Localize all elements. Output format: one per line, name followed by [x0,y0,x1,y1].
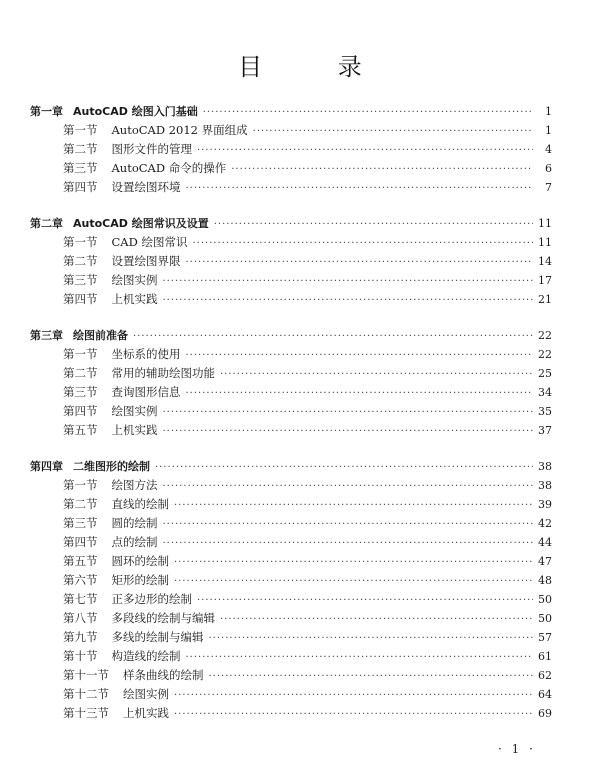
section-entry-page: 21 [538,293,552,306]
section-entry-title: 多段线的绘制与编辑 [111,611,215,625]
section-entry-title: 设置绘图界限 [111,254,181,268]
chapter-block [30,102,552,197]
section-entry-label: 第三节 [63,161,98,175]
section-entry[interactable] [30,402,552,421]
section-entry-page: 69 [538,707,552,720]
section-entry-title: 样条曲线的绘制 [123,668,204,682]
section-entry-label: 第四节 [63,404,98,418]
page-title: 目 录 [238,53,396,81]
section-entry-label: 第四节 [63,180,98,194]
table-of-contents [30,102,552,740]
section-entry-page: 48 [538,574,552,587]
section-entry-page: 62 [538,669,552,682]
leader-dots [163,515,534,534]
section-entry-page: 57 [538,631,552,644]
leader-dots [174,686,533,705]
section-entry[interactable] [30,609,552,628]
section-entry[interactable] [30,571,552,590]
section-entry-label: 第四节 [63,535,98,549]
section-entry-label: 第一节 [63,478,98,492]
section-entry-page: 4 [545,143,552,156]
section-entry[interactable] [30,421,552,440]
leader-dots [186,648,534,667]
section-entry[interactable] [30,495,552,514]
section-entry-title: 绘图实例 [111,404,158,418]
section-entry-label: 第一节 [63,347,98,361]
section-entry-label: 第三节 [63,385,98,399]
leader-dots [163,291,534,310]
leader-dots [203,103,533,122]
section-entry-title: 点的绘制 [111,535,158,549]
section-entry-title: 图形文件的管理 [111,142,192,156]
section-entry[interactable] [30,590,552,609]
leader-dots [231,160,533,179]
leader-dots [220,365,533,384]
section-entry-title: CAD 绘图常识 [111,235,188,249]
leader-dots [186,179,534,198]
leader-dots [209,667,534,686]
section-entry-page: 47 [538,555,552,568]
section-entry-title: 坐标系的使用 [111,347,181,361]
section-entry[interactable] [30,476,552,495]
section-entry-title: 常用的辅助绘图功能 [111,366,215,380]
section-entry-page: 50 [538,612,552,625]
section-entry-page: 6 [545,162,552,175]
section-entry-title: AutoCAD 命令的操作 [111,161,227,175]
leader-dots [163,403,534,422]
section-entry-label: 第一节 [63,123,98,137]
section-entry-page: 39 [538,498,552,511]
leader-dots [163,534,534,553]
chapter-entry[interactable] [30,214,552,233]
section-entry-label: 第二节 [63,254,98,268]
section-entry[interactable] [30,552,552,571]
section-entry-page: 64 [538,688,552,701]
chapter-entry-page: 11 [538,217,552,230]
section-entry-label: 第二节 [63,497,98,511]
leader-dots [174,705,533,724]
chapter-entry-title: 绘图前准备 [73,329,128,342]
section-entry-page: 1 [545,124,552,137]
section-entry[interactable] [30,271,552,290]
section-entry-title: 设置绘图环境 [111,180,181,194]
section-entry[interactable] [30,233,552,252]
section-entry[interactable] [30,383,552,402]
chapter-block [30,457,552,723]
leader-dots [163,422,534,441]
section-entry[interactable] [30,666,552,685]
section-entry-title: 上机实践 [111,292,158,306]
leader-dots [186,384,534,403]
section-entry[interactable] [30,628,552,647]
section-entry[interactable] [30,704,552,723]
section-entry-label: 第十节 [63,649,98,663]
section-entry-title: 绘图方法 [111,478,158,492]
section-entry-page: 38 [538,479,552,492]
leader-dots [186,253,534,272]
section-entry[interactable] [30,345,552,364]
section-entry-page: 7 [545,181,552,194]
leader-dots [133,327,533,346]
section-entry[interactable] [30,685,552,704]
section-entry-page: 14 [538,255,552,268]
section-entry-label: 第六节 [63,573,98,587]
section-entry-label: 第二节 [63,366,98,380]
chapter-entry[interactable] [30,102,552,121]
section-entry[interactable] [30,647,552,666]
section-entry-title: 构造线的绘制 [111,649,181,663]
section-entry-title: 正多边形的绘制 [111,592,192,606]
section-entry-page: 34 [538,386,552,399]
section-entry[interactable] [30,514,552,533]
section-entry-title: 查询图形信息 [111,385,181,399]
section-entry-title: 绘图实例 [111,273,158,287]
chapter-entry[interactable] [30,457,552,476]
section-entry[interactable] [30,533,552,552]
chapter-entry[interactable] [30,326,552,345]
section-entry-label: 第十一节 [63,668,109,682]
chapter-block [30,214,552,309]
section-entry[interactable] [30,252,552,271]
section-entry[interactable] [30,121,552,140]
chapter-entry-title: AutoCAD 绘图入门基础 [73,105,198,118]
section-entry[interactable] [30,140,552,159]
leader-dots [155,458,533,477]
leader-dots [214,215,533,234]
chapter-entry-title: 二维图形的绘制 [73,460,150,473]
chapter-entry-label: 第二章 [30,217,63,230]
chapter-entry-page: 22 [538,329,552,342]
section-entry-page: 25 [538,367,552,380]
section-entry-page: 50 [538,593,552,606]
section-entry-title: AutoCAD 2012 界面组成 [111,123,248,137]
section-entry-page: 22 [538,348,552,361]
section-entry-page: 11 [538,236,552,249]
section-entry-page: 44 [538,536,552,549]
leader-dots [174,572,533,591]
section-entry-label: 第七节 [63,592,98,606]
section-entry-title: 矩形的绘制 [111,573,169,587]
section-entry-title: 圆的绘制 [111,516,158,530]
leader-dots [192,234,533,253]
section-entry-page: 17 [538,274,552,287]
section-entry-label: 第三节 [63,516,98,530]
section-entry-page: 42 [538,517,552,530]
chapter-entry-page: 1 [545,105,552,118]
section-entry-title: 圆环的绘制 [111,554,169,568]
chapter-entry-label: 第四章 [30,460,63,473]
section-entry-label: 第三节 [63,273,98,287]
section-entry-label: 第四节 [63,292,98,306]
section-entry-page: 37 [538,424,552,437]
leader-dots [163,477,534,496]
section-entry[interactable] [30,290,552,309]
leader-dots [163,272,534,291]
leader-dots [253,122,533,141]
section-entry-label: 第二节 [63,142,98,156]
section-entry[interactable] [30,364,552,383]
section-entry-label: 第九节 [63,630,98,644]
section-entry-label: 第十三节 [63,706,109,720]
section-entry-title: 直线的绘制 [111,497,169,511]
chapter-entry-label: 第一章 [30,105,63,118]
leader-dots [209,629,534,648]
section-entry-page: 35 [538,405,552,418]
section-entry-title: 上机实践 [123,706,169,720]
section-entry-title: 上机实践 [111,423,158,437]
section-entry-page: 61 [538,650,552,663]
section-entry-label: 第八节 [63,611,98,625]
section-entry-label: 第五节 [63,554,98,568]
leader-dots [197,591,533,610]
chapter-entry-label: 第三章 [30,329,63,342]
leader-dots [186,346,534,365]
chapter-entry-page: 38 [538,460,552,473]
section-entry[interactable] [30,159,552,178]
section-entry-title: 绘图实例 [123,687,169,701]
section-entry-title: 多线的绘制与编辑 [111,630,204,644]
leader-dots [174,496,533,515]
section-entry-label: 第五节 [63,423,98,437]
leader-dots [174,553,533,572]
leader-dots [220,610,533,629]
chapter-block [30,326,552,440]
page-number: · 1 · [498,742,536,756]
section-entry-label: 第一节 [63,235,98,249]
section-entry-label: 第十二节 [63,687,109,701]
section-entry[interactable] [30,178,552,197]
chapter-entry-title: AutoCAD 绘图常识及设置 [73,217,209,230]
leader-dots [197,141,533,160]
